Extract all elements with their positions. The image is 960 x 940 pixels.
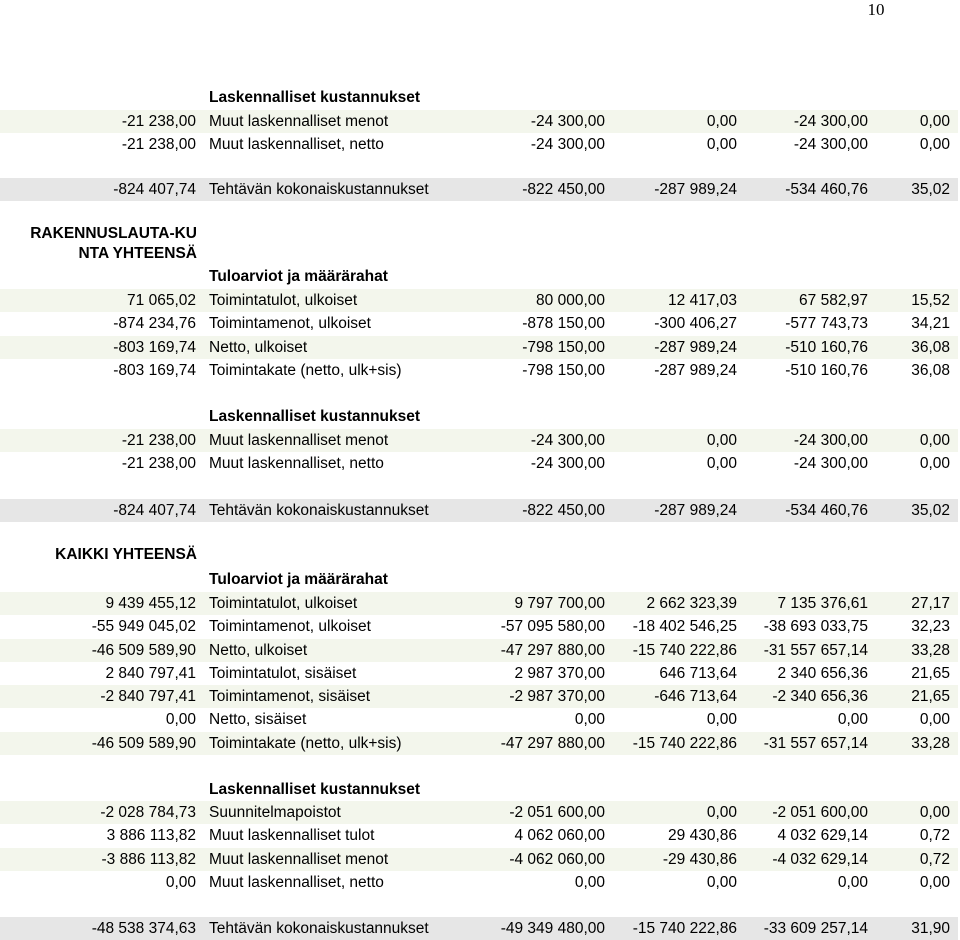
actual-cell: 0,00 [706, 874, 737, 891]
item-label-cell: Toimintatulot, ulkoiset [209, 595, 358, 612]
actual-cell: 0,00 [706, 136, 737, 153]
actual-cell: -287 989,24 [654, 181, 737, 198]
table-row [0, 133, 958, 156]
budget-cell: -24 300,00 [530, 136, 605, 153]
item-label-cell: Muut laskennalliset menot [209, 113, 389, 130]
prior-year-cell: -824 407,74 [113, 181, 196, 198]
item-label-cell: Tehtävän kokonaiskustannukset [209, 502, 429, 519]
remaining-cell: -534 460,76 [785, 502, 868, 519]
item-label-cell: Toimintakate (netto, ulk+sis) [209, 735, 402, 752]
item-label-cell: Toimintamenot, ulkoiset [209, 315, 371, 332]
actual-cell: -646 713,64 [654, 688, 737, 705]
prior-year-cell: 0,00 [165, 874, 196, 891]
actual-cell: -15 740 222,86 [632, 642, 737, 659]
percent-cell: 15,52 [911, 292, 950, 309]
prior-year-cell: -824 407,74 [113, 502, 196, 519]
percent-cell: 0,72 [919, 851, 950, 868]
percent-cell: 35,02 [911, 502, 950, 519]
item-label-cell: Muut laskennalliset, netto [209, 136, 384, 153]
percent-cell: 0,00 [919, 136, 950, 153]
actual-cell: -287 989,24 [654, 339, 737, 356]
budget-cell: 2 987 370,00 [514, 665, 605, 682]
percent-cell: 0,00 [919, 113, 950, 130]
budget-cell: -24 300,00 [530, 113, 605, 130]
remaining-cell: -33 609 257,14 [763, 920, 868, 937]
actual-cell: 0,00 [706, 804, 737, 821]
remaining-cell: -24 300,00 [793, 113, 868, 130]
budget-cell: 9 797 700,00 [514, 595, 605, 612]
percent-cell: 36,08 [911, 339, 950, 356]
actual-cell: -29 430,86 [662, 851, 737, 868]
item-label-cell: Netto, ulkoiset [209, 642, 308, 659]
budget-cell: -822 450,00 [522, 502, 605, 519]
remaining-cell: 0,00 [837, 711, 868, 728]
item-label-cell: Toimintatulot, sisäiset [209, 665, 357, 682]
prior-year-cell: 71 065,02 [127, 292, 196, 309]
table-row [0, 429, 958, 452]
item-label-cell: Muut laskennalliset, netto [209, 874, 384, 891]
remaining-cell: 4 032 629,14 [777, 827, 868, 844]
percent-cell: 33,28 [911, 735, 950, 752]
prior-year-cell: -48 538 374,63 [91, 920, 196, 937]
budget-cell: -2 987 370,00 [509, 688, 605, 705]
prior-year-cell: -2 840 797,41 [100, 688, 196, 705]
actual-cell: -18 402 546,25 [632, 618, 737, 635]
remaining-cell: 2 340 656,36 [777, 665, 868, 682]
budget-cell: -24 300,00 [530, 432, 605, 449]
budget-cell: -798 150,00 [522, 339, 605, 356]
item-label-cell: Toimintamenot, sisäiset [209, 688, 371, 705]
prior-year-cell: 9 439 455,12 [105, 595, 196, 612]
subheading-laskennalliset: Laskennalliset kustannukset [209, 89, 421, 106]
actual-cell: 0,00 [706, 432, 737, 449]
total-row [0, 499, 958, 522]
percent-cell: 36,08 [911, 362, 950, 379]
percent-cell: 0,00 [919, 874, 950, 891]
table-row [0, 848, 958, 871]
item-label-cell: Netto, ulkoiset [209, 339, 308, 356]
table-row [0, 732, 958, 755]
table-row [0, 801, 958, 824]
subheading-laskennalliset: Laskennalliset kustannukset [209, 781, 421, 798]
page-number: 10 [867, 0, 885, 19]
prior-year-cell: -803 169,74 [113, 339, 196, 356]
actual-cell: 2 662 323,39 [646, 595, 737, 612]
percent-cell: 35,02 [911, 181, 950, 198]
remaining-cell: -24 300,00 [793, 136, 868, 153]
actual-cell: -300 406,27 [654, 315, 737, 332]
percent-cell: 21,65 [911, 688, 950, 705]
remaining-cell: -510 160,76 [785, 339, 868, 356]
prior-year-cell: -55 949 045,02 [91, 618, 196, 635]
actual-cell: -287 989,24 [654, 502, 737, 519]
percent-cell: 27,17 [911, 595, 950, 612]
item-label-cell: Toimintatulot, ulkoiset [209, 292, 358, 309]
budget-cell: -24 300,00 [530, 455, 605, 472]
item-label-cell: Netto, sisäiset [209, 711, 307, 728]
percent-cell: 0,72 [919, 827, 950, 844]
percent-cell: 0,00 [919, 711, 950, 728]
actual-cell: -15 740 222,86 [632, 735, 737, 752]
table-row [0, 359, 958, 382]
percent-cell: 34,21 [911, 315, 950, 332]
table-row [0, 336, 958, 359]
budget-cell: -2 051 600,00 [509, 804, 605, 821]
budget-cell: 80 000,00 [536, 292, 605, 309]
item-label-cell: Tehtävän kokonaiskustannukset [209, 181, 429, 198]
budget-cell: 0,00 [574, 711, 605, 728]
actual-cell: 646 713,64 [659, 665, 737, 682]
actual-cell: 12 417,03 [668, 292, 737, 309]
item-label-cell: Suunnitelmapoistot [209, 804, 341, 821]
budget-cell: -878 150,00 [522, 315, 605, 332]
total-row [0, 178, 958, 201]
budget-cell: -798 150,00 [522, 362, 605, 379]
actual-cell: 0,00 [706, 113, 737, 130]
prior-year-cell: 3 886 113,82 [106, 827, 196, 844]
table-row [0, 452, 958, 475]
item-label-cell: Muut laskennalliset menot [209, 432, 389, 449]
actual-cell: -15 740 222,86 [632, 920, 737, 937]
budget-cell: -47 297 880,00 [500, 735, 605, 752]
remaining-cell: -31 557 657,14 [763, 642, 868, 659]
prior-year-cell: 0,00 [165, 711, 196, 728]
item-label-cell: Muut laskennalliset tulot [209, 827, 375, 844]
table-row [0, 110, 958, 133]
percent-cell: 21,65 [911, 665, 950, 682]
table-row [0, 615, 958, 638]
subheading-laskennalliset: Laskennalliset kustannukset [209, 408, 421, 425]
actual-cell: 29 430,86 [668, 827, 737, 844]
prior-year-cell: 2 840 797,41 [105, 665, 196, 682]
remaining-cell: -534 460,76 [785, 181, 868, 198]
section-label [30, 224, 197, 264]
item-label-cell: Muut laskennalliset menot [209, 851, 389, 868]
prior-year-cell: -21 238,00 [121, 432, 196, 449]
prior-year-cell: -21 238,00 [121, 113, 196, 130]
prior-year-cell: -2 028 784,73 [100, 804, 196, 821]
remaining-cell: -2 051 600,00 [772, 804, 868, 821]
remaining-cell: -24 300,00 [793, 455, 868, 472]
prior-year-cell: -21 238,00 [121, 136, 196, 153]
item-label-cell: Tehtävän kokonaiskustannukset [209, 920, 429, 937]
budget-cell: -4 062 060,00 [509, 851, 605, 868]
remaining-cell: -577 743,73 [785, 315, 868, 332]
section-label-line: NTA YHTEENSÄ [78, 245, 197, 262]
prior-year-cell: -46 509 589,90 [91, 642, 196, 659]
item-label-cell: Toimintakate (netto, ulk+sis) [209, 362, 402, 379]
percent-cell: 0,00 [919, 804, 950, 821]
prior-year-cell: -3 886 113,82 [101, 851, 196, 868]
percent-cell: 33,28 [911, 642, 950, 659]
remaining-cell: -2 340 656,36 [772, 688, 868, 705]
percent-cell: 32,23 [911, 618, 950, 635]
remaining-cell: -4 032 629,14 [772, 851, 868, 868]
section-label: KAIKKI YHTEENSÄ [55, 546, 197, 563]
subheading-tuloarviot: Tuloarviot ja määrärahat [209, 571, 388, 588]
percent-cell: 0,00 [919, 432, 950, 449]
item-label-cell: Toimintamenot, ulkoiset [209, 618, 371, 635]
budget-cell: 4 062 060,00 [514, 827, 605, 844]
item-label-cell: Muut laskennalliset, netto [209, 455, 384, 472]
subheading-tuloarviot: Tuloarviot ja määrärahat [209, 268, 388, 285]
remaining-cell: -510 160,76 [785, 362, 868, 379]
remaining-cell: -24 300,00 [793, 432, 868, 449]
table-row [0, 639, 958, 662]
prior-year-cell: -46 509 589,90 [91, 735, 196, 752]
budget-cell: 0,00 [574, 874, 605, 891]
table-row [0, 824, 958, 847]
total-row [0, 917, 958, 940]
budget-cell: -49 349 480,00 [500, 920, 605, 937]
table-row [0, 871, 958, 894]
remaining-cell: 67 582,97 [799, 292, 868, 309]
actual-cell: 0,00 [706, 711, 737, 728]
actual-cell: 0,00 [706, 455, 737, 472]
remaining-cell: -38 693 033,75 [763, 618, 868, 635]
prior-year-cell: -21 238,00 [121, 455, 196, 472]
percent-cell: 0,00 [919, 455, 950, 472]
table-row [0, 708, 958, 731]
budget-cell: -57 095 580,00 [500, 618, 605, 635]
budget-cell: -47 297 880,00 [500, 642, 605, 659]
remaining-cell: 7 135 376,61 [777, 595, 868, 612]
table-row [0, 592, 958, 615]
remaining-cell: -31 557 657,14 [763, 735, 868, 752]
table-row [0, 685, 958, 708]
budget-cell: -822 450,00 [522, 181, 605, 198]
table-row [0, 312, 958, 335]
actual-cell: -287 989,24 [654, 362, 737, 379]
percent-cell: 31,90 [911, 920, 950, 937]
section-label-line: RAKENNUSLAUTA-KU [30, 225, 197, 242]
table-row [0, 289, 958, 312]
remaining-cell: 0,00 [837, 874, 868, 891]
table-row [0, 662, 958, 685]
prior-year-cell: -874 234,76 [113, 315, 196, 332]
prior-year-cell: -803 169,74 [113, 362, 196, 379]
